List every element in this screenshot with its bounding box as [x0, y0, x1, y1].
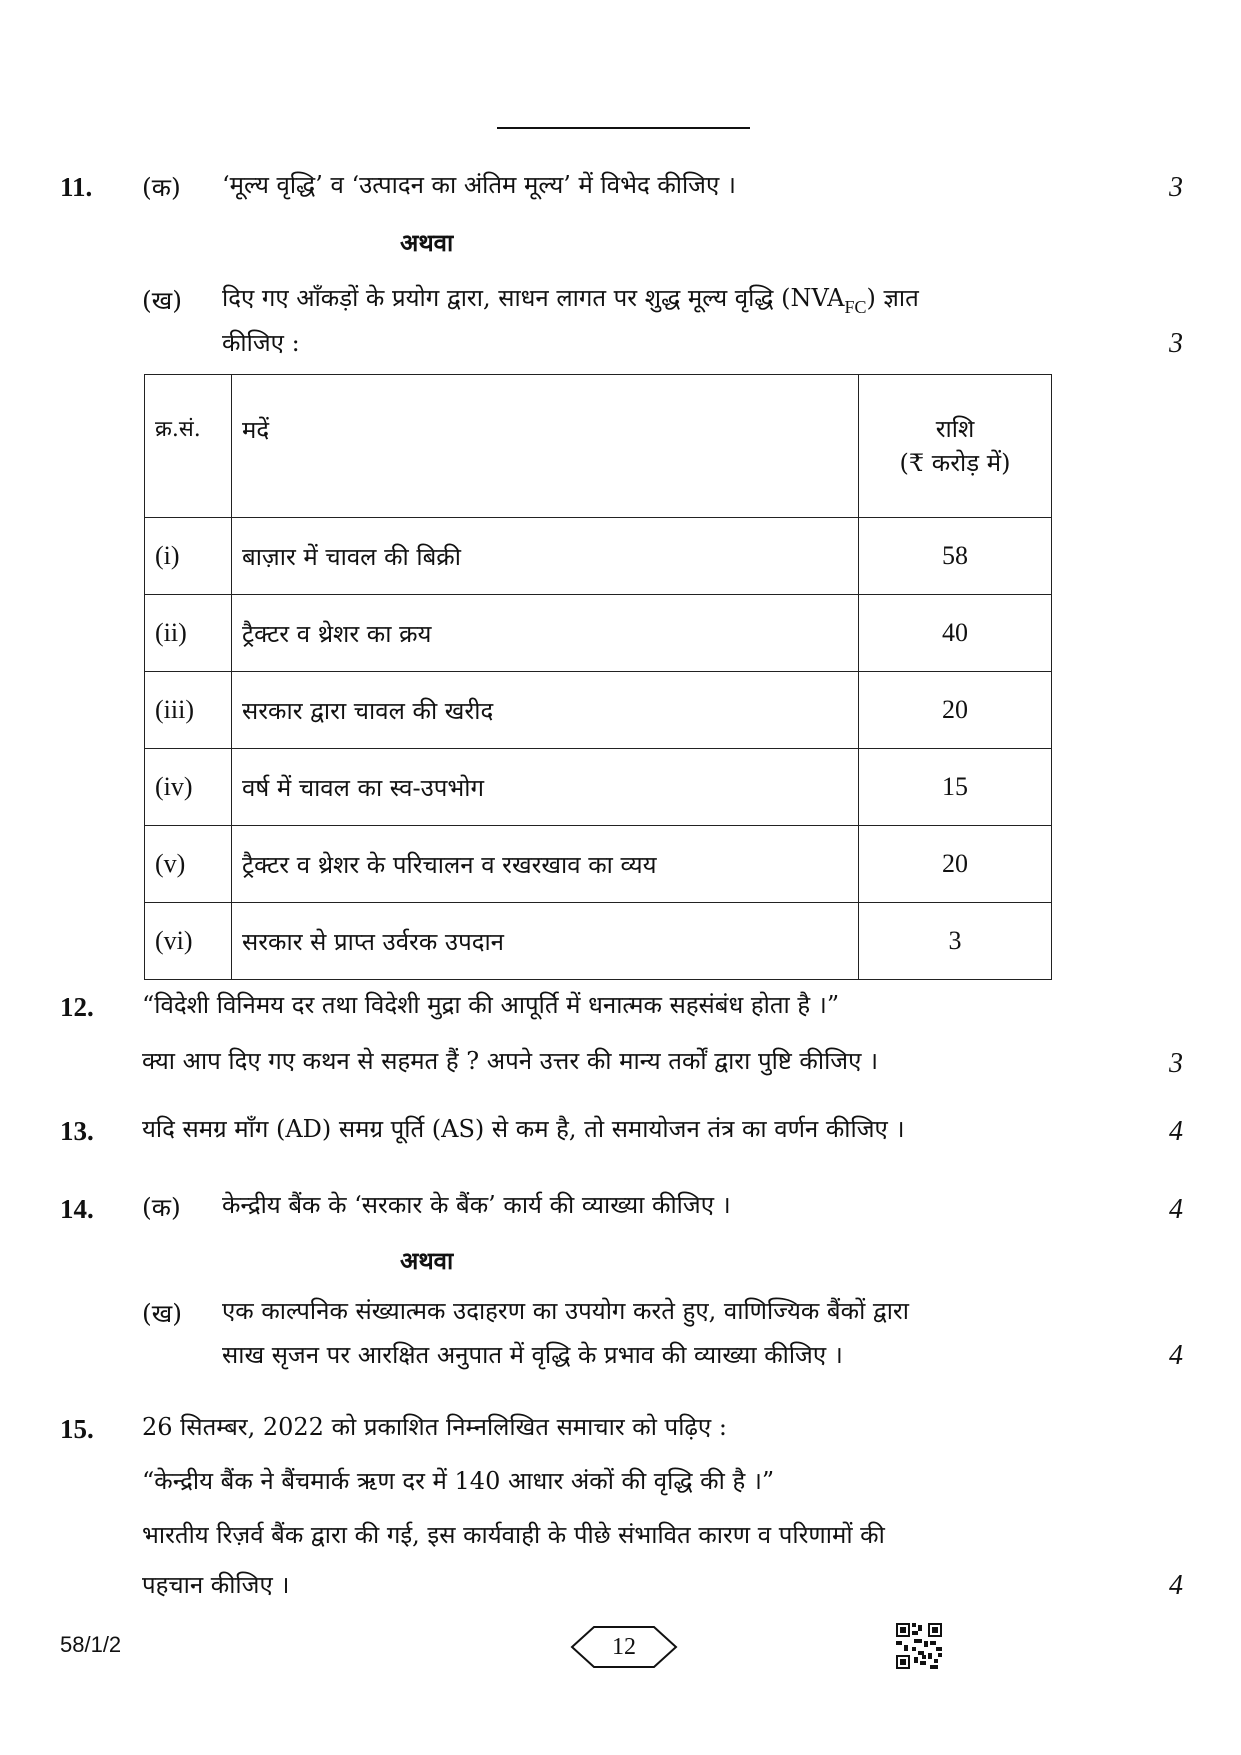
row-amount: 58	[859, 518, 1052, 595]
q14-b-line1: एक काल्पनिक संख्यात्मक उदाहरण का उपयोग करते हुए, वाणिज्यिक बैंकों द्वारा	[222, 1297, 909, 1325]
q13-text: यदि समग्र माँग (AD) समग्र पूर्ति (AS) से कम है, तो समायोजन तंत्र का वर्णन कीजिए ।	[142, 1115, 905, 1143]
q14-a-label: (क)	[142, 1193, 181, 1222]
row-item: बाज़ार में चावल की बिक्री	[232, 518, 859, 595]
row-item: ट्रैक्टर व थ्रेशर का क्रय	[232, 595, 859, 672]
q11-b-marks: 3	[1169, 328, 1183, 359]
page-number-box	[570, 1625, 678, 1669]
q11-b-text-line1: दिए गए आँकड़ों के प्रयोग द्वारा, साधन लागत पर शुद्ध मूल्य वृद्धि $(NVA_{FC})$ ज्ञात	[222, 284, 919, 317]
q14-or: अथवा	[400, 1246, 454, 1275]
row-amount: 40	[859, 595, 1052, 672]
qr-code-icon	[896, 1623, 942, 1669]
row-item: ट्रैक्टर व थ्रेशर के परिचालन व रखरखाव का व्यय	[232, 826, 859, 903]
q12-line1: “विदेशी विनिमय दर तथा विदेशी मुद्रा की आपूर्ति में धनात्मक सहसंबंध होता है ।”	[142, 991, 840, 1019]
q14-a-text: केन्द्रीय बैंक के ‘सरकार के बैंक’ कार्य की व्याख्या कीजिए ।	[222, 1191, 731, 1219]
page-number: 12	[612, 1634, 636, 1660]
row-item: सरकार से प्राप्त उर्वरक उपदान	[232, 903, 859, 980]
q15-number: 15.	[60, 1414, 94, 1444]
data-table	[144, 374, 1052, 980]
q13-number: 13.	[60, 1116, 94, 1146]
row-sn: (ii)	[145, 595, 232, 672]
q11-number: 11.	[60, 172, 93, 202]
table-row	[145, 518, 1052, 595]
row-amount: 20	[859, 826, 1052, 903]
q11-a-marks: 3	[1169, 172, 1183, 203]
q11-or: अथवा	[400, 228, 454, 257]
q12-marks: 3	[1169, 1048, 1183, 1079]
table-row	[145, 826, 1052, 903]
table-row	[145, 903, 1052, 980]
q11-b-label: (ख)	[142, 286, 182, 315]
q14-number: 14.	[60, 1194, 94, 1224]
q11-a-label: (क)	[142, 173, 181, 202]
q12-number: 12.	[60, 992, 94, 1022]
top-rule	[497, 127, 750, 129]
q12-line2: क्या आप दिए गए कथन से सहमत हैं ? अपने उत्तर की मान्य तर्कों द्वारा पुष्टि कीजिए ।	[142, 1047, 879, 1075]
header-item: मदें	[232, 375, 859, 518]
row-sn: (v)	[145, 826, 232, 903]
row-amount: 20	[859, 672, 1052, 749]
q11-b-text-line2: कीजिए :	[222, 329, 300, 357]
table-row	[145, 749, 1052, 826]
row-item: सरकार द्वारा चावल की खरीद	[232, 672, 859, 749]
table-row	[145, 672, 1052, 749]
q14-a-marks: 4	[1169, 1194, 1183, 1225]
row-sn: (iv)	[145, 749, 232, 826]
table-header-row	[145, 375, 1052, 518]
q15-line1: 26 सितम्बर, 2022 को प्रकाशित निम्नलिखित समाचार को पढ़िए :	[142, 1413, 727, 1441]
q15-marks: 4	[1169, 1570, 1183, 1601]
table-row	[145, 595, 1052, 672]
q15-line2: “केन्द्रीय बैंक ने बैंचमार्क ऋण दर में 140 आधार अंकों की वृद्धि की है ।”	[142, 1467, 775, 1495]
q15-line4: पहचान कीजिए ।	[142, 1571, 290, 1599]
q14-b-marks: 4	[1169, 1340, 1183, 1371]
header-amount: राशि (₹ करोड़ में)	[859, 375, 1052, 518]
row-amount: 3	[859, 903, 1052, 980]
row-sn: (vi)	[145, 903, 232, 980]
q13-marks: 4	[1169, 1116, 1183, 1147]
q15-line3: भारतीय रिज़र्व बैंक द्वारा की गई, इस कार्यवाही के पीछे संभावित कारण व परिणामों की	[142, 1521, 885, 1549]
row-item: वर्ष में चावल का स्व-उपभोग	[232, 749, 859, 826]
row-sn: (iii)	[145, 672, 232, 749]
q14-b-line2: साख सृजन पर आरक्षित अनुपात में वृद्धि के प्रभाव की व्याख्या कीजिए ।	[222, 1341, 843, 1369]
paper-code: 58/1/2	[60, 1632, 122, 1657]
q11-a-text: ‘मूल्य वृद्धि’ व ‘उत्पादन का अंतिम मूल्य’ में विभेद कीजिए ।	[222, 171, 736, 199]
q14-b-label: (ख)	[142, 1299, 182, 1328]
row-amount: 15	[859, 749, 1052, 826]
header-sn: क्र.सं.	[145, 375, 232, 518]
row-sn: (i)	[145, 518, 232, 595]
